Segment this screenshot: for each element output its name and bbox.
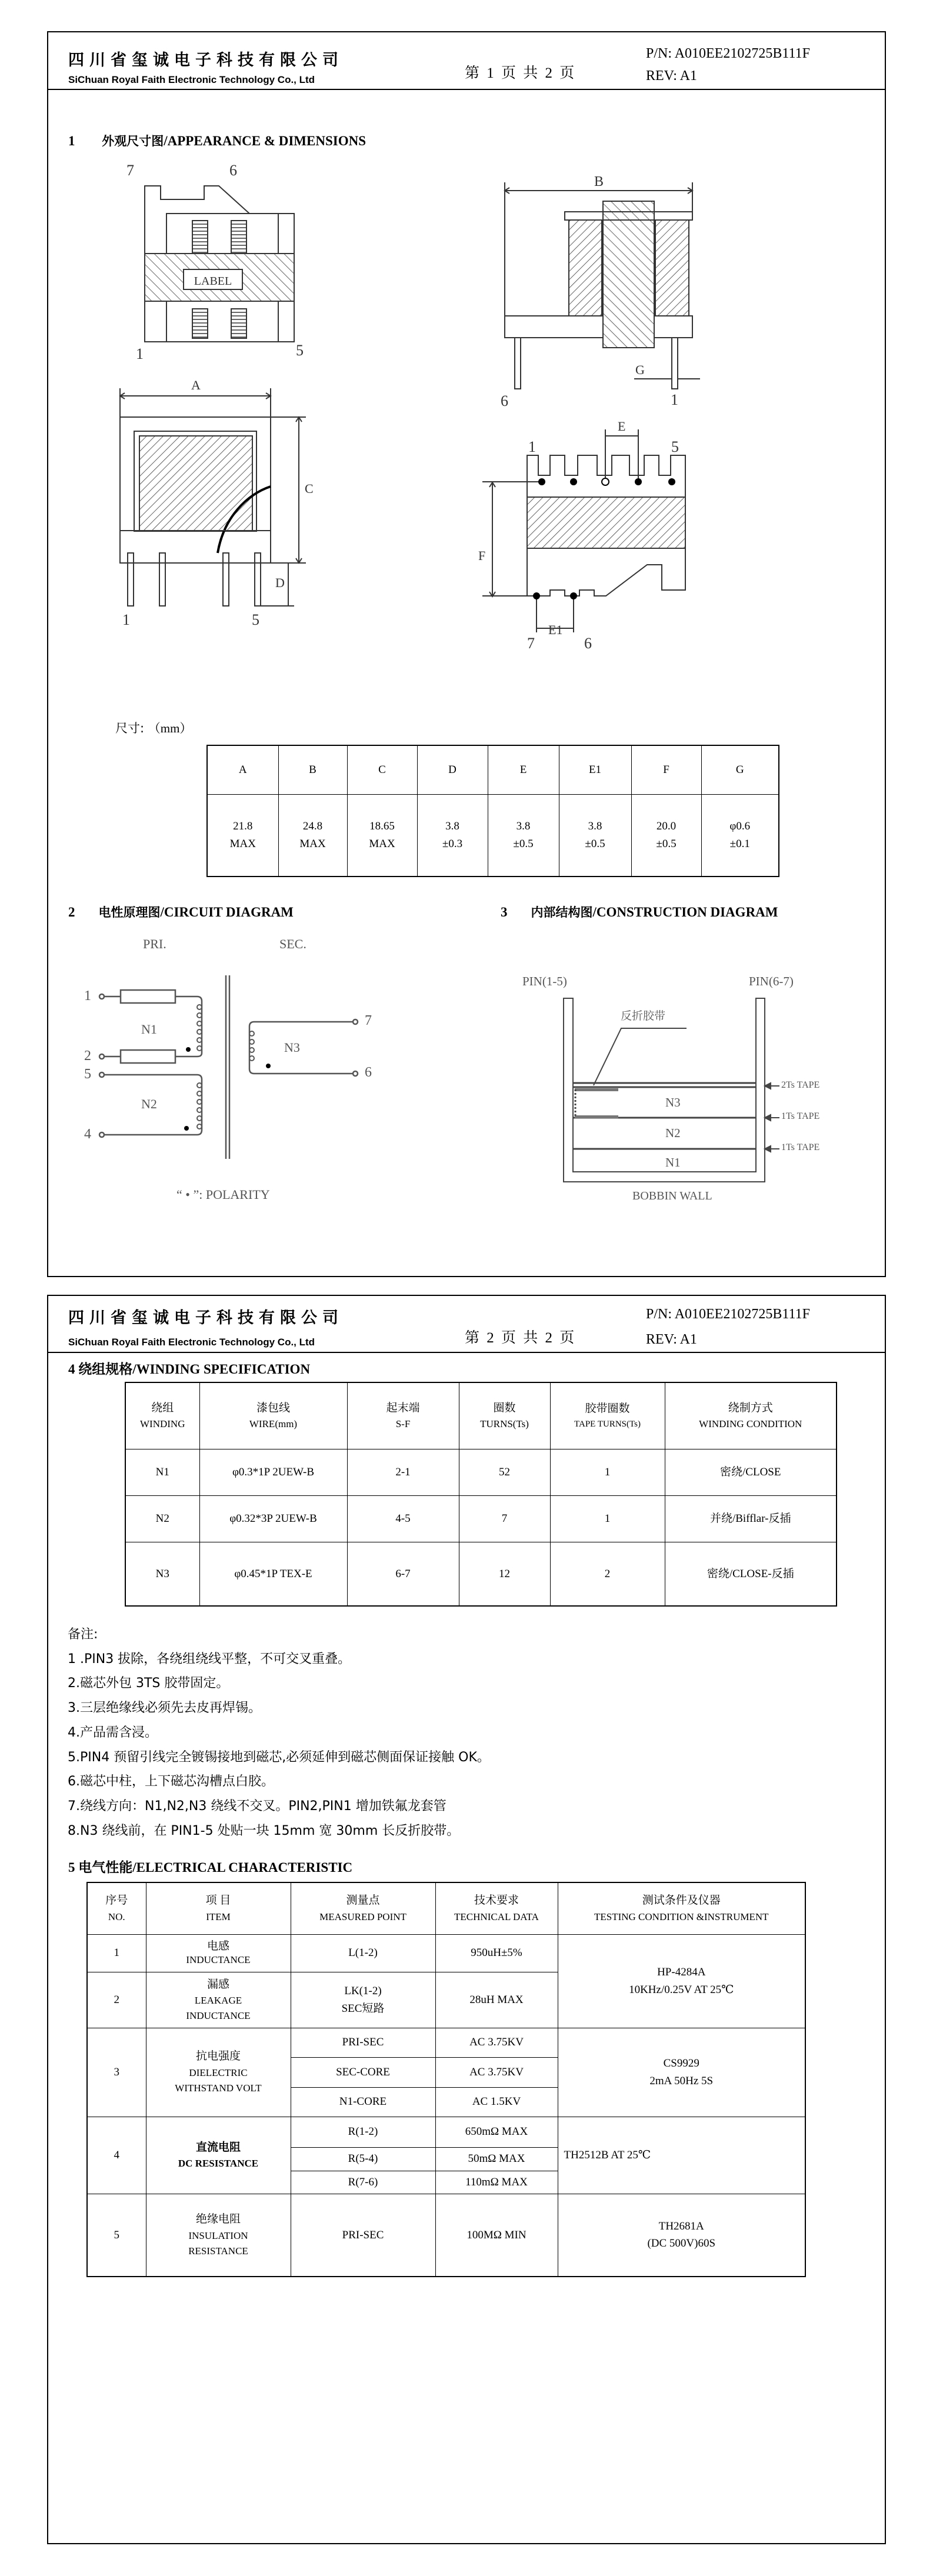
header-cell: B <box>278 745 347 794</box>
value-cell: 21.8 MAX <box>207 794 278 877</box>
cell: SEC-CORE <box>291 2057 435 2087</box>
revision: REV: A1 <box>646 1332 697 1347</box>
header-cell: A <box>207 745 278 794</box>
table-header-row <box>125 1382 837 1449</box>
dimension-label-d: D <box>275 575 285 590</box>
layer-n1: N1 <box>665 1155 681 1169</box>
section-title-cn: 电性原理图 <box>98 905 161 919</box>
pin-left-label: PIN(1-5) <box>522 974 567 988</box>
cell: AC 3.75KV <box>435 2057 558 2087</box>
cell: 52 <box>459 1449 550 1495</box>
pin-1-label: 1 <box>84 988 91 1004</box>
cell: 直流电阻 DC RESISTANCE <box>146 2117 291 2194</box>
header-cell: E1 <box>559 745 631 794</box>
size-label-text: 尺寸: <box>115 721 145 735</box>
pin-label: 1 <box>671 391 678 408</box>
header-cell: 序号 NO. <box>87 1882 146 1934</box>
cell: 1 <box>550 1449 665 1495</box>
header-divider <box>47 1352 886 1353</box>
cell: 1 <box>87 1934 146 1972</box>
header-cell: F <box>631 745 701 794</box>
winding-n1-label: N1 <box>141 1022 157 1037</box>
table-row <box>87 1934 805 1972</box>
pin-label: 6 <box>501 392 508 409</box>
header-cell: 技术要求 TECHNICAL DATA <box>435 1882 558 1934</box>
dimension-label-g: G <box>635 362 645 377</box>
cell: 28uH MAX <box>435 1972 558 2028</box>
pin-6-label: 6 <box>365 1065 372 1080</box>
cell: φ0.3*1P 2UEW-B <box>199 1449 347 1495</box>
cell: 并绕/Bifflar-反插 <box>665 1495 837 1542</box>
cell: CS9929 2mA 50Hz 5S <box>558 2028 805 2117</box>
cell: 12 <box>459 1542 550 1606</box>
page-number: 第 1 页 共 2 页 <box>465 65 577 81</box>
layer-n3: N3 <box>665 1095 681 1109</box>
revision-clip <box>646 1326 764 1352</box>
cell: R(5-4) <box>291 2147 435 2171</box>
header-cell: 绕组 WINDING <box>125 1382 199 1449</box>
construction-diagram <box>564 998 779 1182</box>
header-cell: 起末端 S-F <box>347 1382 459 1449</box>
company-name-cn: 四川省玺诚电子科技有限公司 <box>68 51 344 69</box>
label-text: LABEL <box>194 275 232 288</box>
cell: 7 <box>459 1495 550 1542</box>
table-row <box>87 2194 805 2277</box>
bobbin-wall-label: BOBBIN WALL <box>632 1189 712 1202</box>
pin-label: 6 <box>584 635 592 652</box>
section-title-en: /CONSTRUCTION DIAGRAM <box>592 905 778 919</box>
cell: LK(1-2) SEC短路 <box>291 1972 435 2028</box>
company-name-cn: 四川省玺诚电子科技有限公司 <box>68 1309 344 1327</box>
pin-4-label: 4 <box>84 1127 91 1142</box>
revision: REV: A1 <box>646 68 697 84</box>
header-cell: D <box>417 745 488 794</box>
cell: 抗电强度 DIELECTRIC WITHSTAND VOLT <box>146 2028 291 2117</box>
cell: N1 <box>125 1449 199 1495</box>
circuit-diagram <box>0 0 933 1235</box>
table-row <box>125 1495 837 1542</box>
dimension-label-e: E <box>618 419 626 434</box>
cell: N1-CORE <box>291 2087 435 2117</box>
dimension-label-b: B <box>594 174 604 189</box>
value-cell: 18.65 MAX <box>347 794 417 877</box>
cell: 电感 INDUCTANCE <box>146 1934 291 1972</box>
cell: PRI-SEC <box>291 2194 435 2277</box>
sec-label: SEC. <box>279 937 306 951</box>
cell: 绝缘电阻 INSULATION RESISTANCE <box>146 2194 291 2277</box>
header-cell: 项 目 ITEM <box>146 1882 291 1934</box>
pin-label: 1 <box>136 345 144 362</box>
header-cell: 漆包线 WIRE(mm) <box>199 1382 347 1449</box>
pin-label: 1 <box>528 438 536 455</box>
table-row <box>87 2117 805 2147</box>
unit-label: （mm） <box>148 721 192 735</box>
cell: 6-7 <box>347 1542 459 1606</box>
cell: 2 <box>550 1542 665 1606</box>
cell: 110mΩ MAX <box>435 2171 558 2194</box>
cell: PRI-SEC <box>291 2028 435 2057</box>
page-number: 第 2 页 共 2 页 <box>465 1330 577 1346</box>
note-item: 5.PIN4 预留引线完全镀锡接地到磁芯,必须延伸到磁芯侧面保证接触 OK。 <box>68 1749 490 1765</box>
header-cell: 绕制方式 WINDING CONDITION <box>665 1382 837 1449</box>
table-row <box>125 1542 837 1606</box>
section-number: 2 <box>68 905 75 919</box>
pin-label: 5 <box>671 438 679 455</box>
layer-n2: N2 <box>665 1126 681 1140</box>
cell: 密绕/CLOSE-反插 <box>665 1542 837 1606</box>
header-cell: G <box>701 745 779 794</box>
electrical-table <box>86 1882 806 2277</box>
cell: 50mΩ MAX <box>435 2147 558 2171</box>
note-item: 2.磁芯外包 3TS 胶带固定。 <box>68 1676 229 1691</box>
cell: L(1-2) <box>291 1934 435 1972</box>
cell: 2-1 <box>347 1449 459 1495</box>
table-header-row <box>87 1882 805 1934</box>
header-cell: 测量点 MEASURED POINT <box>291 1882 435 1934</box>
cell: HP-4284A 10KHz/0.25V AT 25℃ <box>558 1934 805 2028</box>
pin-7-label: 7 <box>365 1013 372 1028</box>
pin-label: 5 <box>252 611 259 628</box>
section-title-cn: 内部结构图 <box>531 905 593 919</box>
pin-label: 5 <box>296 342 304 359</box>
winding-spec-table <box>125 1382 837 1607</box>
winding-n2-label: N2 <box>141 1097 157 1111</box>
dimension-label-f: F <box>478 548 486 563</box>
cell: 漏感 LEAKAGE INDUCTANCE <box>146 1972 291 2028</box>
dimension-label-a: A <box>191 378 201 392</box>
value-cell: φ0.6 ±0.1 <box>701 794 779 877</box>
note-item: 8.N3 绕线前，在 PIN1-5 处贴一块 15mm 宽 30mm 长反折胶带。 <box>68 1823 460 1838</box>
cell: 950uH±5% <box>435 1934 558 1972</box>
cell: N2 <box>125 1495 199 1542</box>
pin-right-label: PIN(6-7) <box>749 974 794 988</box>
cell: TH2512B AT 25℃ <box>558 2117 805 2194</box>
pin-label: 6 <box>229 162 237 179</box>
header-cell: 圈数 TURNS(Ts) <box>459 1382 550 1449</box>
part-number: P/N: A010EE2102725B111F <box>646 1307 810 1322</box>
cell: 100MΩ MIN <box>435 2194 558 2277</box>
section-title-en: /CIRCUIT DIAGRAM <box>160 905 294 919</box>
cell: 2 <box>87 1972 146 2028</box>
cell: 650mΩ MAX <box>435 2117 558 2147</box>
value-cell: 3.8 ±0.3 <box>417 794 488 877</box>
value-cell: 3.8 ±0.5 <box>559 794 631 877</box>
section-5-heading: 5 电气性能/ELECTRICAL CHARACTERISTIC <box>68 1860 353 1875</box>
company-name-en: SiChuan Royal Faith Electronic Technology Co., Ltd <box>68 74 315 85</box>
section-4-heading: 4 绕组规格/WINDING SPECIFICATION <box>68 1362 311 1377</box>
cell: 3 <box>87 2028 146 2117</box>
cell: φ0.45*1P TEX-E <box>199 1542 347 1606</box>
cell: N3 <box>125 1542 199 1606</box>
cell: R(7-6) <box>291 2171 435 2194</box>
cell: AC 3.75KV <box>435 2028 558 2057</box>
cell: 密绕/CLOSE <box>665 1449 837 1495</box>
tape-label: 1Ts TAPE <box>781 1111 820 1121</box>
section-title-cn: 外观尺寸图 <box>102 134 164 148</box>
company-name-en: SiChuan Royal Faith Electronic Technology Co., Ltd <box>68 1337 315 1348</box>
winding-n3-label: N3 <box>284 1040 300 1055</box>
value-cell: 3.8 ±0.5 <box>488 794 559 877</box>
table-row <box>87 2028 805 2057</box>
note-item: 1 .PIN3 拔除，各绕组绕线平整，不可交叉重叠。 <box>68 1651 351 1667</box>
pri-label: PRI. <box>143 937 166 951</box>
dimension-label-c: C <box>305 481 314 496</box>
header-cell: C <box>347 745 417 794</box>
cell: AC 1.5KV <box>435 2087 558 2117</box>
section-number: 3 <box>501 905 508 919</box>
cell: φ0.32*3P 2UEW-B <box>199 1495 347 1542</box>
note-item: 6.磁芯中柱，上下磁芯沟槽点白胶。 <box>68 1774 274 1789</box>
dimension-label-e1: E1 <box>548 622 563 637</box>
notes <box>68 1622 490 1843</box>
cell: 1 <box>550 1495 665 1542</box>
tape-label: 2Ts TAPE <box>781 1080 820 1090</box>
part-number: P/N: A010EE2102725B111F <box>646 46 810 61</box>
header-cell: 胶带圈数 TAPE TURNS(Ts) <box>550 1382 665 1449</box>
value-cell: 24.8 MAX <box>278 794 347 877</box>
cell: 4 <box>87 2117 146 2194</box>
note-item: 4.产品需含浸。 <box>68 1725 158 1740</box>
pin-5-label: 5 <box>84 1067 91 1082</box>
pin-label: 7 <box>527 635 535 652</box>
pin-label: 1 <box>122 611 130 628</box>
tape-label: 1Ts TAPE <box>781 1142 820 1152</box>
section-title-en: /APPEARANCE & DIMENSIONS <box>164 134 366 148</box>
section-number: 1 <box>68 134 75 148</box>
cell: 5 <box>87 2194 146 2277</box>
table-row <box>125 1449 837 1495</box>
value-cell: 20.0 ±0.5 <box>631 794 701 877</box>
pin-2-label: 2 <box>84 1048 91 1064</box>
polarity-legend: “ • ”: POLARITY <box>176 1187 270 1202</box>
note-item: 7.绕线方向：N1,N2,N3 绕线不交叉。PIN2,PIN1 增加铁氟龙套管 <box>68 1798 446 1814</box>
cell: TH2681A (DC 500V)60S <box>558 2194 805 2277</box>
cell: 4-5 <box>347 1495 459 1542</box>
header-cell: 测试条件及仪器 TESTING CONDITION &INSTRUMENT <box>558 1882 805 1934</box>
cell: R(1-2) <box>291 2117 435 2147</box>
notes-title: 备注: <box>68 1627 98 1642</box>
fold-tape-label: 反折胶带 <box>621 1009 666 1022</box>
header-cell: E <box>488 745 559 794</box>
note-item: 3.三层绝缘线必须先去皮再焊锡。 <box>68 1701 261 1716</box>
pin-label: 7 <box>126 162 134 179</box>
